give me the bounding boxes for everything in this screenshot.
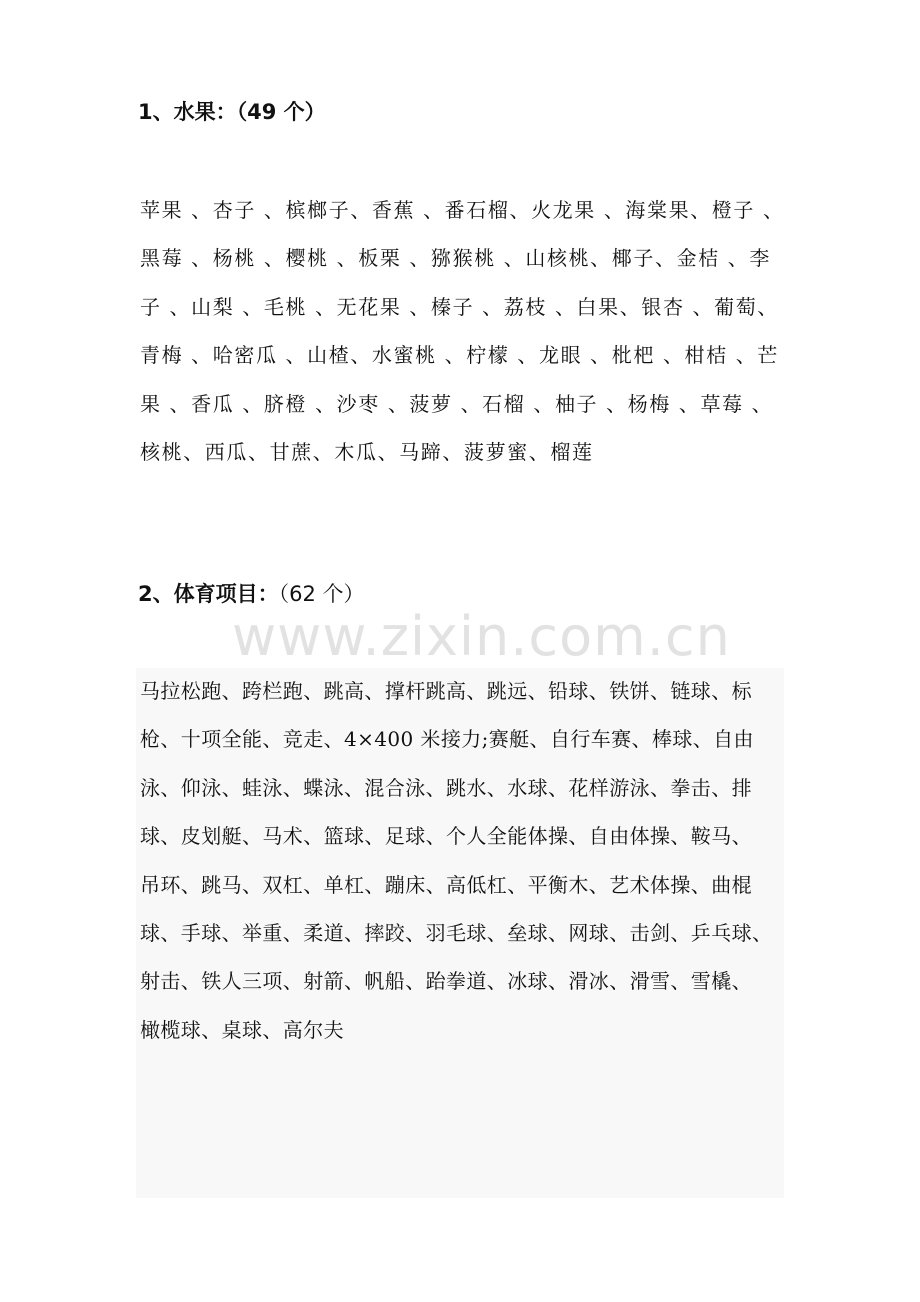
- watermark: www.zixin.com.cn: [232, 605, 731, 668]
- text-line: 子 、山梨 、毛桃 、无花果 、榛子 、荔枝 、白果、银杏 、葡萄、: [140, 294, 779, 319]
- section-heading-sports: [138, 580, 365, 608]
- text-line: 橄榄球、桌球、高尔夫: [140, 1017, 344, 1042]
- heading-title: 2、体育项目：: [138, 582, 279, 606]
- section-heading-fruits: [138, 98, 326, 126]
- text-line: 核桃、西瓜、甘蔗、木瓜、马蹄、菠萝蜜、榴莲: [140, 440, 594, 465]
- heading-title: 1、水果：: [138, 100, 237, 124]
- text-line: 射击、铁人三项、射箭、帆船、跆拳道、冰球、滑冰、滑雪、雪橇、: [140, 969, 752, 994]
- text-line: 球、手球、举重、柔道、摔跤、羽毛球、垒球、网球、击剑、乒乓球、: [140, 921, 773, 946]
- text-line: 枪、十项全能、竞走、4×400 米接力;赛艇、自行车赛、棒球、自由: [140, 727, 754, 752]
- fruits-list: [140, 186, 792, 476]
- text-line: 泳、仰泳、蛙泳、蝶泳、混合泳、跳水、水球、花样游泳、拳击、排: [140, 775, 752, 800]
- text-line: 青梅 、哈密瓜 、山楂、水蜜桃 、柠檬 、龙眼 、枇杷 、柑桔 、芒: [140, 343, 779, 368]
- heading-count: （62 个）: [278, 582, 365, 606]
- text-line: 球、皮划艇、马术、篮球、足球、个人全能体操、自由体操、鞍马、: [140, 824, 752, 849]
- heading-count: （49 个）: [236, 100, 326, 124]
- text-line: 马拉松跑、跨栏跑、跳高、撑杆跳高、跳远、铅球、铁饼、链球、标: [140, 679, 752, 703]
- text-line: 果 、香瓜 、脐橙 、沙枣 、菠萝 、石榴 、柚子 、杨梅 、草莓 、: [140, 391, 774, 416]
- text-line: 吊环、跳马、双杠、单杠、蹦床、高低杠、平衡木、艺术体操、曲棍: [140, 872, 752, 897]
- text-line: 苹果 、杏子 、槟榔子、香蕉 、番石榴、火龙果 、海棠果、橙子 、: [140, 198, 785, 222]
- sports-list: [140, 667, 784, 1054]
- text-line: 黑莓 、杨桃 、樱桃 、板栗 、猕猴桃 、山核桃、椰子、金桔 、李: [140, 246, 771, 271]
